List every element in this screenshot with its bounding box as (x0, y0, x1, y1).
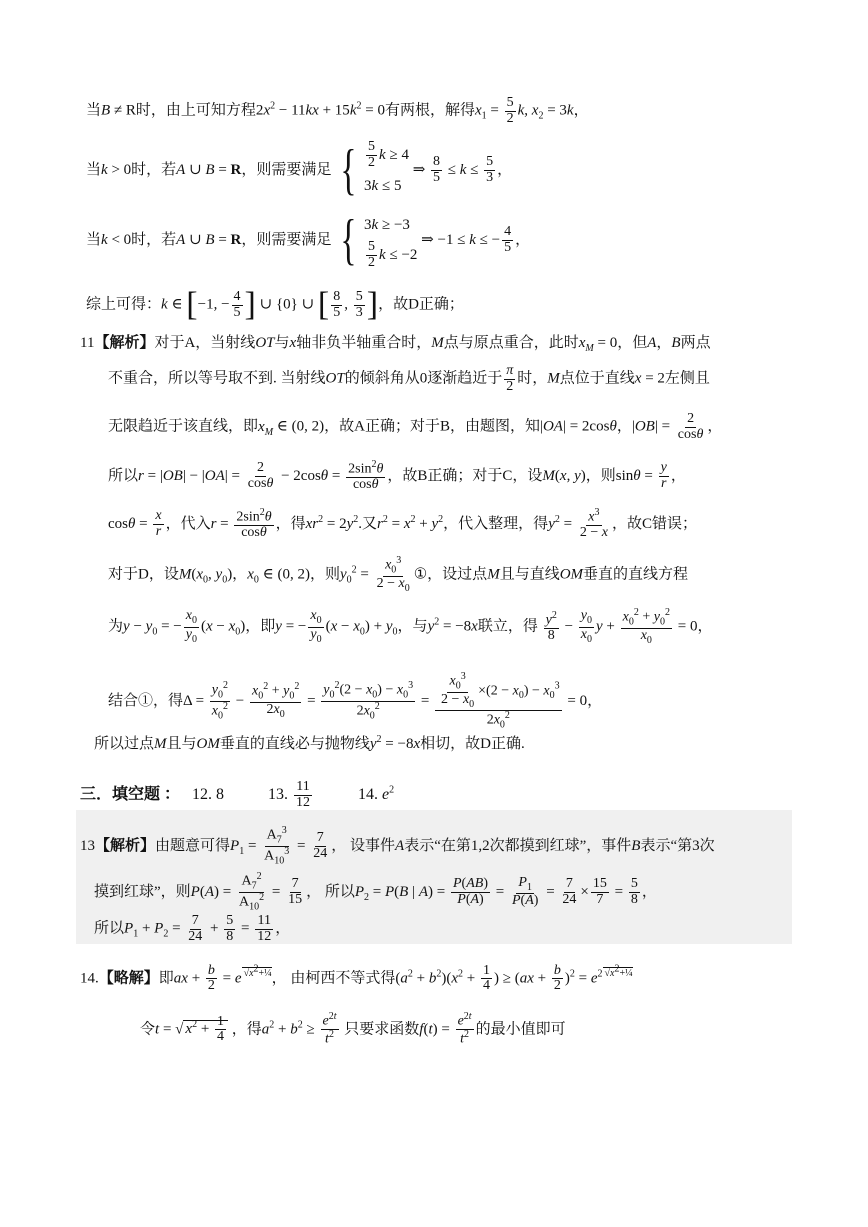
section-heading: 三．填空题 ： 12. 8 13. $\frac{11}{12}$ 14. $e^2$ (80, 779, 395, 810)
text-line: 综上可得：k ∈ [−1, − $\frac{4}{5}$ ] ∪ {0} ∪ [ $\frac{8}{5}$ , $\frac{5}{3}$ ]，故D正确； (86, 286, 464, 323)
case-brace: { $\frac{5}{2}$ k ≥ 4 3k ≤ 5 (340, 139, 409, 202)
text-line: 不重合，所以等号取不到. 当射线OT的倾斜角从0逐渐趋近于 $\frac{\pi}{2}$ 时，M点位于直线x = 2左侧且 (108, 363, 710, 394)
text-line: cosθ = $\frac{x}{r}$ ，代入r = $\frac{2\sin^2\theta}{\cos\theta}$ ，得$xr^2 = 2y^2$.又$r^2 = x^2 + y^2$，代入整理，得$y^2$ = $\frac{x^3}{2 - x}$ ，故C错误； (108, 507, 697, 541)
text-line: 对于D，设$M(x_0$, $y_0$)，$x_0$ ∈ (0, 2)，则$y_0^2$ = $\frac{x_0^3}{2 - x_0}$ ①，设过点M且与直线OM垂直的直线方程 (108, 555, 689, 594)
section-title: 三．填空题 (80, 785, 161, 803)
text-line: 结合①，得Δ = $\frac{y_0^2}{x_0^2}$ − $\frac{x_0^2 + y_0^2}{2x_0}$ = $\frac{y_0^2(2 - x_0) - x_0^3}{2x_0^2}$ = $\frac{x_0^3}{2 - x_0}$ $\times(2 - x_0) - x_0^3$ $2x_0^2$ = 0， (108, 671, 603, 731)
answer-13: 13. (268, 785, 289, 803)
text-line: 当k < 0时，若A ∪ B = R，则需要满足 { 3k ≥ −3 $\frac{5}{2}$ k ≤ −2 ⇒ −1 ≤ k ≤ − $\frac{4}{5}$ ， (86, 209, 531, 272)
text-line: 令t = √ $x^2$ + $\frac{1}{4}$ ，得$a^2 + b^2$ ≥ $\frac{e^{2t}}{t^2}$ 只要求函数f(t) = $\frac{e^{2t}}{t^2}$ 的最小值即可 (140, 1011, 566, 1047)
text-line: 当B ≠ R时，由上可知方程$2x^2 - 11kx + 15k^2 = 0$有两根，解得$x_1$ = $\frac{5}{2}$ k, $x_2 = 3k$， (86, 95, 589, 126)
text-line: 无限趋近于该直线，即$x_M$ ∈ (0, 2)，故A正确；对于B，由题图，知|OA| = 2cosθ，|OB| = $\frac{2}{\cos\theta}$ ， (108, 411, 723, 442)
text-line: 所以过点M且与OM垂直的直线必与抛物线$y^2 = -8x$相切，故D正确. (94, 734, 525, 752)
text-line: 所以r = |OB| − |OA| = $\frac{2}{\cos\theta}$ − 2cosθ = $\frac{2\sin^2\theta}{\cos\theta}$ ，故B正确；对于C，设M(x, y)，则sinθ = $\frac{y}{r}$ ， (108, 459, 686, 493)
text-line: 所以$P_1 + P_2$ = $\frac{7}{24}$ + $\frac{5}{8}$ = $\frac{11}{12}$ ， (94, 913, 291, 944)
case-brace: { 3k ≥ −3 $\frac{5}{2}$ k ≤ −2 (340, 209, 418, 272)
text-line: 11【解析】对于A，当射线OT与x轴非负半轴重合时，M点与原点重合，此时$x_M = 0$，但A，B两点 (80, 335, 711, 354)
text-line: 为$y - y_0$ = − $\frac{x_0}{y_0}$ $(x - x_0)$，即y = − $\frac{x_0}{y_0}$ $(x - x_0) + y_0$，与$y^2 = -8x$联立，得 $\frac{y^2}{8}$ − $\frac{y_0}{x_0}$ y + $\frac{x_0^2 + y_0^2}{x_0}$ = 0， (108, 607, 713, 646)
answer-12: 12. 8 (192, 785, 225, 803)
text-line: 当k > 0时，若A ∪ B = R，则需要满足 { $\frac{5}{2}$ k ≥ 4 3k ≤ 5 ⇒ $\frac{8}{5}$ ≤ k ≤ $\frac{5}{3}$ ， (86, 139, 513, 202)
text-line: 13【解析】由题意可得$P_1$ = $\frac{A_7^3}{A_{10}^3}$ = $\frac{7}{24}$ ， 设事件A表示“在第1,2次都摸到红球”，事件B表示“第3次 (80, 825, 715, 867)
text-line: 14.【略解】即ax + $\frac{b}{2}$ = e $^{√x^2+\frac{1}{4}}$， 由柯西不等式得$(a^2 + b^2)(x^2$ + $\frac{1}{4}$ ) ≥ (ax + $\frac{b}{2}$ )$^2 = e^{2 √x^2+\frac{1}{4}}$ (80, 962, 633, 994)
text-line: 摸到红球”，则P(A) = $\frac{A_7^2}{A_{10}^2}$ = $\frac{7}{15}$ ， 所以$P_2 = P(B$ | A) = $\frac{P(AB)}{P(A)}$ = $\frac{P_1}{P(A)}$ = $\frac{7}{24}$ × $\frac{15}{7}$ = $\frac{5}{8}$ ， (94, 871, 657, 913)
